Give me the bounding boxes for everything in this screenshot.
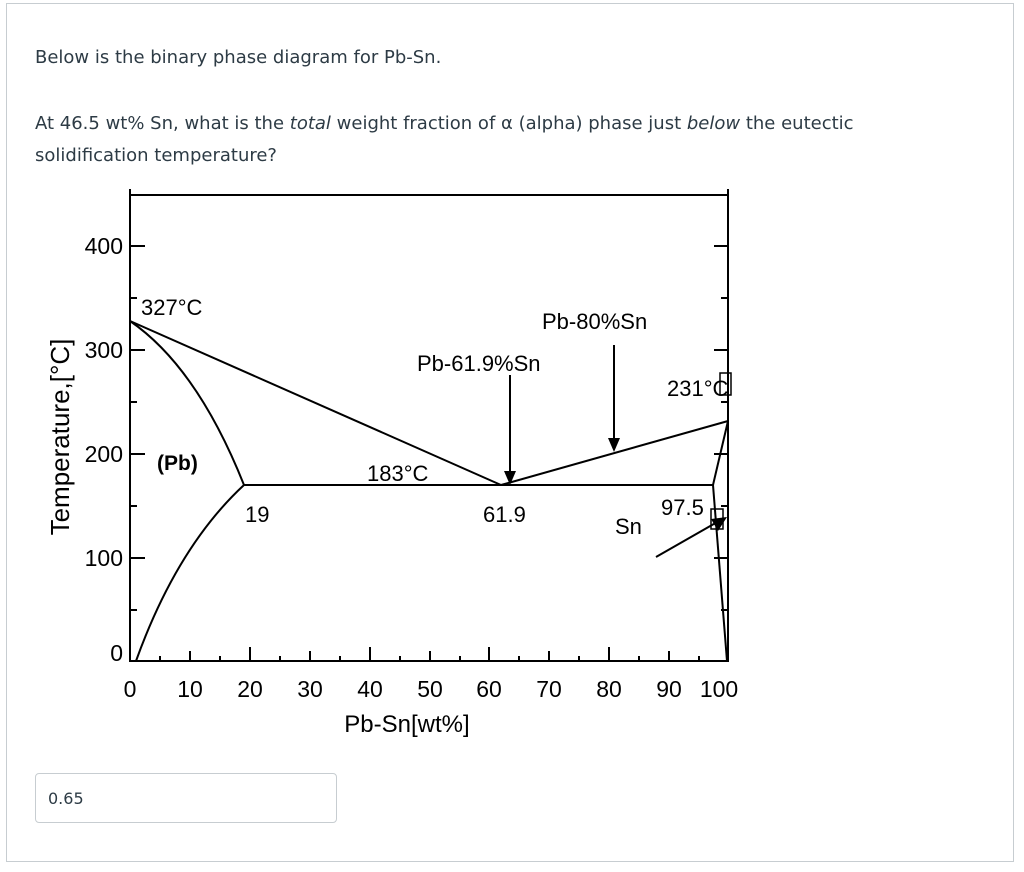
y-tick-label: 0 [110, 640, 123, 666]
eutectic-comp-arrow-label: Pb-61.9%Sn [417, 351, 541, 376]
y-tick-label: 400 [84, 233, 123, 259]
x-tick-label: 40 [357, 676, 383, 702]
question-intro: Below is the binary phase diagram for Pb-Sn. [35, 47, 442, 68]
question-prompt [35, 108, 915, 172]
phase-diagram [37, 187, 765, 747]
x-tick-label: 80 [596, 676, 622, 702]
pb-region-label: (Pb) [157, 452, 198, 475]
x-tick-label: 10 [177, 676, 203, 702]
x-axis-label: Pb-Sn[wt%] [344, 711, 470, 738]
x-tick-label: 50 [417, 676, 443, 702]
x-tick-labels [124, 676, 739, 702]
x-ticks [160, 647, 699, 661]
x-tick-label: 90 [656, 676, 682, 702]
eutectic-comp-label: 61.9 [483, 502, 526, 527]
question-text-part: weight fraction of α (alpha) phase just [330, 113, 687, 134]
y-tick-label: 200 [84, 441, 123, 467]
question-emphasis-below: below [686, 113, 741, 134]
question-emphasis-total: total [289, 113, 331, 134]
x-tick-label: 100 [699, 676, 739, 702]
pb-melt-label: 327°C [141, 295, 203, 320]
question-text-part: the eutectic solidification temperature? [35, 113, 854, 166]
y-axis-label: Temperature,[°C] [45, 338, 75, 536]
solvus-alpha-label: 19 [245, 502, 270, 527]
y-tick-labels [85, 233, 123, 666]
y-tick-label: 300 [84, 337, 123, 363]
x-tick-label: 30 [297, 676, 323, 702]
eutectic-temp-label: 183°C [367, 461, 429, 486]
sn-melt-label: 231°C [667, 376, 729, 401]
x-tick-label: 0 [123, 676, 137, 702]
plot-frame [130, 195, 728, 661]
y-tick-label: 100 [84, 545, 123, 571]
alloy-arrow-label: Pb-80%Sn [542, 309, 648, 334]
solvus-beta [713, 485, 727, 661]
solvus-beta-label: 97.5 [661, 495, 704, 520]
x-tick-label: 20 [237, 676, 263, 702]
question-card [6, 3, 1014, 862]
question-text-part: At 46.5 wt% Sn, what is the [35, 113, 290, 134]
answer-input[interactable] [35, 773, 337, 823]
x-tick-label: 60 [476, 676, 502, 702]
sn-region-label: Sn [615, 514, 642, 539]
x-tick-label: 70 [536, 676, 562, 702]
solvus-alpha [136, 485, 244, 661]
